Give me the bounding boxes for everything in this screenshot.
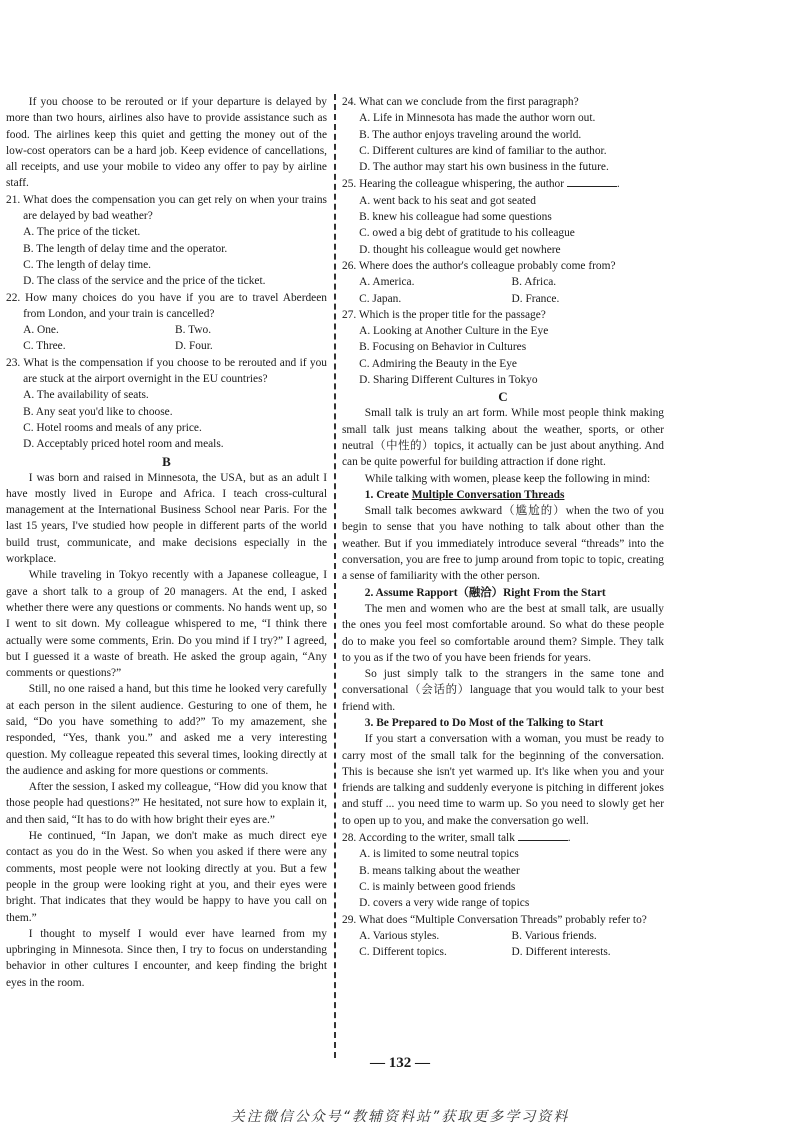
q29-options-row-2 <box>342 944 664 960</box>
q22-options-row-1 <box>6 322 327 338</box>
q29-option-d: D. Different interests. <box>511 946 611 959</box>
q29-option-b: B. Various friends. <box>511 929 597 942</box>
q28-option-c: C. is mainly between good friends <box>359 880 516 893</box>
question-27: 27. Which is the proper title for the passage? <box>342 308 546 321</box>
q24-option-c: C. Different cultures are kind of familiar to the author. <box>359 144 607 157</box>
passage-b-paragraph-5: He continued, “In Japan, we don't make as much direct eye contact as you do in the West. So when you asked if there were any comments, most people were not looking directly at you. But a few people in the group were looking right at you, and their eyes were bright. That indicates that they would be happy to have you call on them.” <box>6 830 327 924</box>
q29-options-row-1 <box>342 928 664 944</box>
column-divider <box>334 94 336 1058</box>
passage-c-paragraph-4: The men and women who are the best at small talk, are usually the ones you feel most comfortable around. So what do these people do to make you feel so comfortable around them? Simple. They talk to you as if the two of you have been friends for years. <box>342 602 664 664</box>
q23-option-c: C. Hotel rooms and meals of any price. <box>23 421 202 434</box>
q21-option-b: B. The length of delay time and the operator. <box>23 242 228 255</box>
q28-option-b: B. means talking about the weather <box>359 864 520 877</box>
passage-a-last-paragraph: If you choose to be rerouted or if your departure is delayed by more than two hours, airlines also have to provide assistance such as food. The airlines keep this quiet and getting the money out of the low-cost operators can be a hard job. Keep evidence of cancellations, all receipts, and use your mobile to video any offer to pay by airline staff. <box>6 96 327 190</box>
q27-option-b: B. Focusing on Behavior in Cultures <box>359 341 527 354</box>
passage-b-paragraph-2: While traveling in Tokyo recently with a Japanese colleague, I gave a short talk to a group of 20 managers. At the end, I asked whether there were any questions or comments. No hands went up, so I went to sit down. My colleague whispered to me, “I think there actually were some comments, Erin. Do you mind if I try?” I agreed, but I guessed it a waste of breath. He asked the group again, “Any comments or questions?” <box>6 569 327 680</box>
passage-c-paragraph-3: Small talk becomes awkward（尴尬的）when the two of you begin to sense that you have nothing to talk about other than the weather. But if you immediately introduce several “threads” into the conversation, you are free to jump around from topic to topic, creating a sense of familiarity with the other person. <box>342 505 664 583</box>
q22-options-row-2 <box>6 338 327 354</box>
q27-option-d: D. Sharing Different Cultures in Tokyo <box>359 374 538 387</box>
q23-option-d: D. Acceptably priced hotel room and meals. <box>23 438 224 451</box>
q24-option-a: A. Life in Minnesota has made the author worn out. <box>359 112 596 125</box>
question-24: 24. What can we conclude from the first paragraph? <box>342 96 579 108</box>
left-column <box>6 94 327 991</box>
q24-option-b: B. The author enjoys traveling around the world. <box>359 128 582 141</box>
question-23: 23. What is the compensation if you choose to be rerouted and if you are stuck at the airport overnight in the EU countries? <box>6 356 327 386</box>
q26-option-c: C. Japan. <box>359 292 402 305</box>
passage-c-paragraph-1: Small talk is truly an art form. While most people think making small talk just means talking about the weather, sports, or other neutral（中性的）topics, it actually can be just about anything. And can be quite powerful for building attraction if done right. <box>342 407 664 469</box>
answer-blank <box>518 829 568 841</box>
passage-b-paragraph-4: After the session, I asked my colleague, “How did you know that those people had questions?” He hesitated, not sure how to explain it, and then said, “It has to do with how bright their eyes are.” <box>6 781 327 826</box>
question-21: 21. What does the compensation you can get rely on when your trains are delayed by bad weather? <box>6 193 327 223</box>
q26-options-row-2 <box>342 291 664 307</box>
q25-option-b: B. knew his colleague had some questions <box>359 211 552 224</box>
q27-option-c: C. Admiring the Beauty in the Eye <box>359 357 517 370</box>
q26-option-b: B. Africa. <box>511 276 557 289</box>
subheading-1-prefix: 1. Create <box>364 488 412 501</box>
section-b-heading: B <box>162 453 171 469</box>
passage-c-paragraph-5: So just simply talk to the strangers in the same tone and conversational（会话的）language that you would talk to your best friend with. <box>342 668 664 713</box>
passage-b-paragraph-6: I thought to myself I would ever have learned from my upbringing in Minnesota. Since then, I try to focus on understanding behavior in other cultures I encounter, and keep finding the bright eyes in the room. <box>6 927 327 989</box>
question-22: 22. How many choices do you have if you are to travel Aberdeen from London, and your train is cancelled? <box>6 291 327 320</box>
q26-option-a: A. America. <box>359 276 415 289</box>
subheading-1-underlined: Multiple Conversation Threads <box>411 488 565 501</box>
q21-option-c: C. The length of delay time. <box>23 258 151 271</box>
passage-c-paragraph-6: If you start a conversation with a woman, you must be ready to carry most of the small talk for the beginning of the conversation. This is because she isn't yet warmed up. It's like when you and your friends are talking and suddenly everyone is pitching in different jokes and stuff ... you need time to warm up. So you need to slowly get her to open up to you, and make the conversation go well. <box>342 733 664 827</box>
question-26: 26. Where does the author's colleague probably come from? <box>342 259 616 272</box>
question-29: 29. What does “Multiple Conversation Threads” probably refer to? <box>342 913 647 926</box>
q22-option-b: B. Two. <box>175 324 212 337</box>
q23-option-a: A. The availability of seats. <box>23 389 149 402</box>
q28-option-a: A. is limited to some neutral topics <box>359 848 519 861</box>
q22-option-a: A. One. <box>23 324 59 337</box>
q21-option-d: D. The class of the service and the price of the ticket. <box>23 275 266 288</box>
q26-option-d: D. France. <box>511 292 560 305</box>
footer-watermark-text: 关注微信公众号“教辅资料站”获取更多学习资料 <box>230 1109 570 1125</box>
right-column <box>342 94 664 960</box>
q25-option-c: C. owed a big debt of gratitude to his colleague <box>359 227 575 240</box>
subheading-3: 3. Be Prepared to Do Most of the Talking to Start <box>364 716 604 729</box>
q26-options-row-1 <box>342 274 664 290</box>
q24-option-d: D. The author may start his own business in the future. <box>359 161 609 174</box>
passage-c-paragraph-2: While talking with women, please keep the following in mind: <box>364 472 651 485</box>
q21-option-a: A. The price of the ticket. <box>23 226 141 239</box>
question-25: 25. Hearing the colleague whispering, the author . <box>342 175 664 192</box>
question-28: 28. According to the writer, small talk . <box>342 829 664 846</box>
subheading-2: 2. Assume Rapport（融洽）Right From the Start <box>364 586 606 599</box>
question-28-text: 28. According to the writer, small talk <box>342 832 515 845</box>
q23-option-b: B. Any seat you'd like to choose. <box>23 405 173 418</box>
q22-option-d: D. Four. <box>175 340 213 353</box>
q22-option-c: C. Three. <box>23 340 66 353</box>
answer-blank <box>567 175 617 187</box>
section-c-heading: C <box>498 389 508 405</box>
passage-b-paragraph-3: Still, no one raised a hand, but this time he looked very carefully at each person in the silent audience. Gesturing to one of them, he said, “Do you have something to add?” To my amazement, she responded, “Yes, thank you.” and asked me a very interesting question. My colleague repeated this several times, looking directly at the audience and asking for more questions or comments. <box>6 683 327 777</box>
q29-option-a: A. Various styles. <box>359 929 440 942</box>
q28-option-d: D. covers a very wide range of topics <box>359 897 530 910</box>
passage-b-paragraph-1: I was born and raised in Minnesota, the USA, but as an adult I have mostly lived in Europe and Africa. I teach cross-cultural management at the International Business School near Paris. For the last 15 years, I've studied how people in different parts of the world build trust, communicate, and make decisions especially in the workplace. <box>6 471 327 566</box>
q27-option-a: A. Looking at Another Culture in the Eye <box>359 325 549 338</box>
q29-option-c: C. Different topics. <box>359 946 447 959</box>
q25-option-d: D. thought his colleague would get nowhere <box>359 243 561 256</box>
subheading-1 <box>342 487 664 503</box>
page-number: — 132 — <box>370 1055 430 1071</box>
question-25-text: 25. Hearing the colleague whispering, the author <box>342 178 565 191</box>
q25-option-a: A. went back to his seat and got seated <box>359 194 536 207</box>
